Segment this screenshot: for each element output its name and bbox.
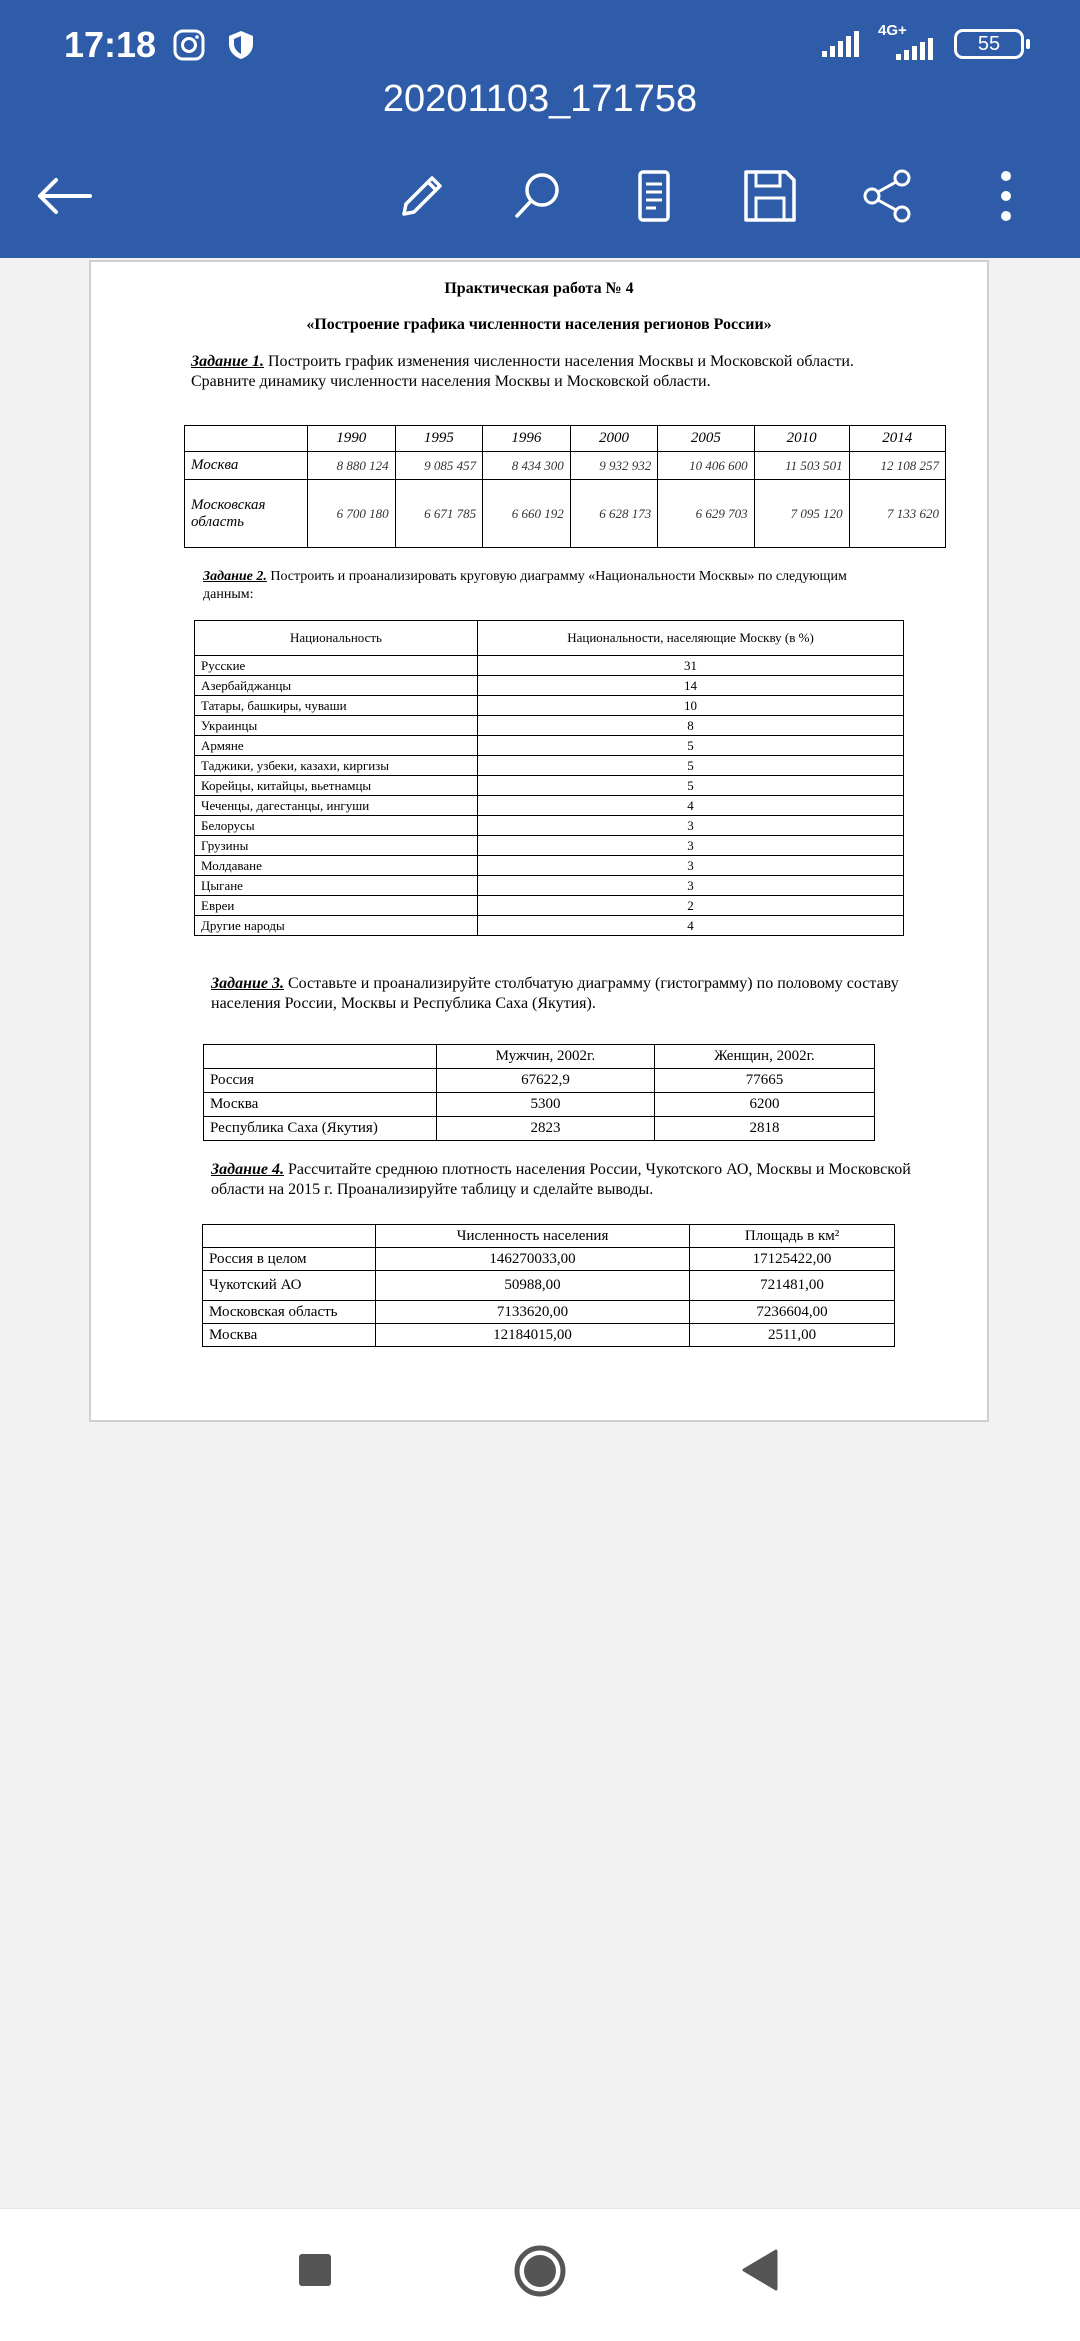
search-button[interactable] [502, 160, 574, 232]
table-cell: Русские [195, 656, 478, 676]
table-cell: Корейцы, китайцы, вьетнамцы [195, 776, 478, 796]
table-cell: 6 629 703 [658, 480, 754, 548]
row-label: Москва [185, 452, 308, 480]
year-header: 1996 [483, 426, 571, 452]
system-nav-bar [0, 2208, 1080, 2341]
table-cell: Азербайджанцы [195, 676, 478, 696]
table-cell: Россия [204, 1069, 437, 1093]
table-cell: 6 700 180 [308, 480, 396, 548]
battery-indicator [954, 29, 1024, 59]
table-row [185, 480, 946, 548]
status-time: 17:18 [64, 24, 157, 65]
gender-table [203, 1044, 875, 1141]
table-cell: 2818 [654, 1117, 874, 1141]
circle-icon [513, 2244, 567, 2298]
table-cell: 8 880 124 [308, 452, 396, 480]
document-page [89, 260, 989, 1422]
edit-button[interactable] [386, 160, 458, 232]
table-row [204, 1117, 875, 1141]
network-type: 4G+ [878, 22, 907, 39]
year-header: 1990 [308, 426, 396, 452]
density-table [202, 1224, 895, 1347]
table-row [203, 1271, 895, 1301]
table-cell: 8 [478, 716, 904, 736]
column-header: Площадь в км² [690, 1225, 895, 1248]
table-cell: 4 [478, 916, 904, 936]
table-cell: 5300 [437, 1093, 655, 1117]
task-2 [203, 568, 893, 604]
table-cell: 3 [478, 836, 904, 856]
table-row [204, 1093, 875, 1117]
square-icon [299, 2254, 331, 2286]
table-cell: 146270033,00 [376, 1248, 690, 1271]
table-cell: Другие народы [195, 916, 478, 936]
table-cell: 7 133 620 [849, 480, 945, 548]
column-header: Национальность [195, 621, 478, 656]
pencil-icon [394, 168, 450, 224]
table-row [195, 816, 904, 836]
table-cell: 11 503 501 [754, 452, 849, 480]
table-row [195, 676, 904, 696]
task-3 [211, 974, 931, 1014]
table-header-row [195, 621, 904, 656]
table-row [195, 756, 904, 776]
view-mode-button[interactable] [618, 160, 690, 232]
year-header: 2000 [570, 426, 658, 452]
table-cell: Грузины [195, 836, 478, 856]
more-vertical-icon [996, 168, 1016, 224]
doc-subheading: «Построение графика численности населения регионов России» [306, 316, 772, 333]
table-row [195, 876, 904, 896]
population-table [184, 425, 946, 548]
column-header: Мужчин, 2002г. [437, 1045, 655, 1069]
task-2-text: Построить и проанализировать круговую диаграмму «Национальности Москвы» по следующим данным: [203, 569, 847, 602]
task-3-text: Составьте и проанализируйте столбчатую диаграмму (гистограмму) по половому составу населения России, Москвы и Республика Саха (Якутия). [211, 975, 899, 1012]
table-cell: 2823 [437, 1117, 655, 1141]
search-icon [510, 168, 566, 224]
status-notification-icons [172, 28, 258, 62]
table-cell: 9 085 457 [395, 452, 483, 480]
column-header [204, 1045, 437, 1069]
task-4 [211, 1160, 931, 1200]
table-cell: 8 434 300 [483, 452, 571, 480]
table-cell: Молдаване [195, 856, 478, 876]
table-cell: Москва [203, 1324, 376, 1347]
table-cell: Московская область [203, 1301, 376, 1324]
task-3-label: Задание 3. [211, 975, 284, 992]
task-4-text: Рассчитайте среднюю плотность населения России, Чукотского АО, Москвы и Московской области на 2015 г. Проанализируйте таблицу и сделайте выводы. [211, 1161, 911, 1198]
save-button[interactable] [734, 160, 806, 232]
instagram-icon [172, 28, 206, 62]
table-cell: 6 671 785 [395, 480, 483, 548]
task-4-label: Задание 4. [211, 1161, 284, 1178]
document-title: 20201103_171758 [382, 78, 698, 120]
battery-level: 55 [977, 32, 1001, 55]
column-header [203, 1225, 376, 1248]
triangle-back-icon [740, 2247, 780, 2293]
table-cell: Москва [204, 1093, 437, 1117]
recents-button[interactable] [290, 2245, 340, 2295]
table-cell: 10 [478, 696, 904, 716]
table-row [203, 1301, 895, 1324]
mobile-data-indicator [878, 22, 938, 62]
nationalities-table [194, 620, 904, 936]
table-corner-cell [185, 426, 308, 452]
table-cell: Татары, башкиры, чуваши [195, 696, 478, 716]
table-cell: 67622,9 [437, 1069, 655, 1093]
table-row [195, 656, 904, 676]
table-cell: 3 [478, 876, 904, 896]
table-cell: 5 [478, 736, 904, 756]
task-1-label: Задание 1. [191, 353, 264, 370]
table-row [203, 1248, 895, 1271]
document-viewer[interactable] [0, 258, 1080, 2208]
year-header: 1995 [395, 426, 483, 452]
doc-heading: Практическая работа № 4 [444, 280, 634, 297]
year-header: 2010 [754, 426, 849, 452]
table-cell: 17125422,00 [690, 1248, 895, 1271]
column-header: Численность населения [376, 1225, 690, 1248]
column-header: Национальности, населяющие Москву (в %) [478, 621, 904, 656]
home-button[interactable] [513, 2244, 567, 2298]
table-cell: 6 660 192 [483, 480, 571, 548]
table-cell: 7133620,00 [376, 1301, 690, 1324]
table-cell: Чеченцы, дагестанцы, ингуши [195, 796, 478, 816]
table-cell: 12184015,00 [376, 1324, 690, 1347]
back-arrow-icon [34, 176, 94, 216]
document-icon [626, 168, 682, 224]
table-row [195, 716, 904, 736]
table-cell: 9 932 932 [570, 452, 658, 480]
table-cell: Украинцы [195, 716, 478, 736]
table-cell: 12 108 257 [849, 452, 945, 480]
table-cell: Армяне [195, 736, 478, 756]
table-cell: Таджики, узбеки, казахи, киргизы [195, 756, 478, 776]
app-bar [0, 0, 1080, 258]
share-icon [860, 168, 916, 224]
table-cell: 3 [478, 856, 904, 876]
table-cell: 2 [478, 896, 904, 916]
table-row [195, 916, 904, 936]
share-button[interactable] [852, 160, 924, 232]
column-header: Женщин, 2002г. [654, 1045, 874, 1069]
table-cell: 6 628 173 [570, 480, 658, 548]
table-cell: Белорусы [195, 816, 478, 836]
table-cell: 7 095 120 [754, 480, 849, 548]
table-cell: 77665 [654, 1069, 874, 1093]
year-header: 2014 [849, 426, 945, 452]
table-header-row [185, 426, 946, 452]
table-row [185, 452, 946, 480]
save-icon [742, 168, 798, 224]
table-cell: Россия в целом [203, 1248, 376, 1271]
table-row [203, 1324, 895, 1347]
signal-icon [820, 29, 862, 59]
table-row [195, 796, 904, 816]
table-cell: 5 [478, 776, 904, 796]
row-label: Московская область [185, 480, 308, 548]
table-cell: Чукотский АО [203, 1271, 376, 1301]
table-header-row [203, 1225, 895, 1248]
table-cell: 5 [478, 756, 904, 776]
table-cell: 6200 [654, 1093, 874, 1117]
back-nav-button[interactable] [740, 2247, 790, 2297]
table-cell: Евреи [195, 896, 478, 916]
shield-icon [224, 28, 258, 62]
table-row [204, 1069, 875, 1093]
task-2-label: Задание 2. [203, 569, 267, 584]
table-cell: 31 [478, 656, 904, 676]
table-row [195, 856, 904, 876]
back-button[interactable] [28, 160, 100, 232]
task-1-text: Построить график изменения численности населения Москвы и Московской области. Сравните динамику численности населения Москвы и Московской области. [191, 353, 854, 390]
table-cell: 50988,00 [376, 1271, 690, 1301]
table-cell: Республика Саха (Якутия) [204, 1117, 437, 1141]
table-row [195, 696, 904, 716]
table-cell: 2511,00 [690, 1324, 895, 1347]
year-header: 2005 [658, 426, 754, 452]
signal-icon [894, 36, 936, 62]
task-1 [191, 352, 881, 392]
table-cell: 3 [478, 816, 904, 836]
table-cell: 14 [478, 676, 904, 696]
table-row [195, 776, 904, 796]
table-cell: 721481,00 [690, 1271, 895, 1301]
more-options-button[interactable] [970, 160, 1042, 232]
battery-tip-icon [1026, 39, 1030, 49]
table-row [195, 896, 904, 916]
table-cell: Цыгане [195, 876, 478, 896]
table-cell: 10 406 600 [658, 452, 754, 480]
status-system-icons [820, 22, 1024, 62]
table-header-row [204, 1045, 875, 1069]
table-row [195, 836, 904, 856]
table-cell: 7236604,00 [690, 1301, 895, 1324]
table-row [195, 736, 904, 756]
table-cell: 4 [478, 796, 904, 816]
